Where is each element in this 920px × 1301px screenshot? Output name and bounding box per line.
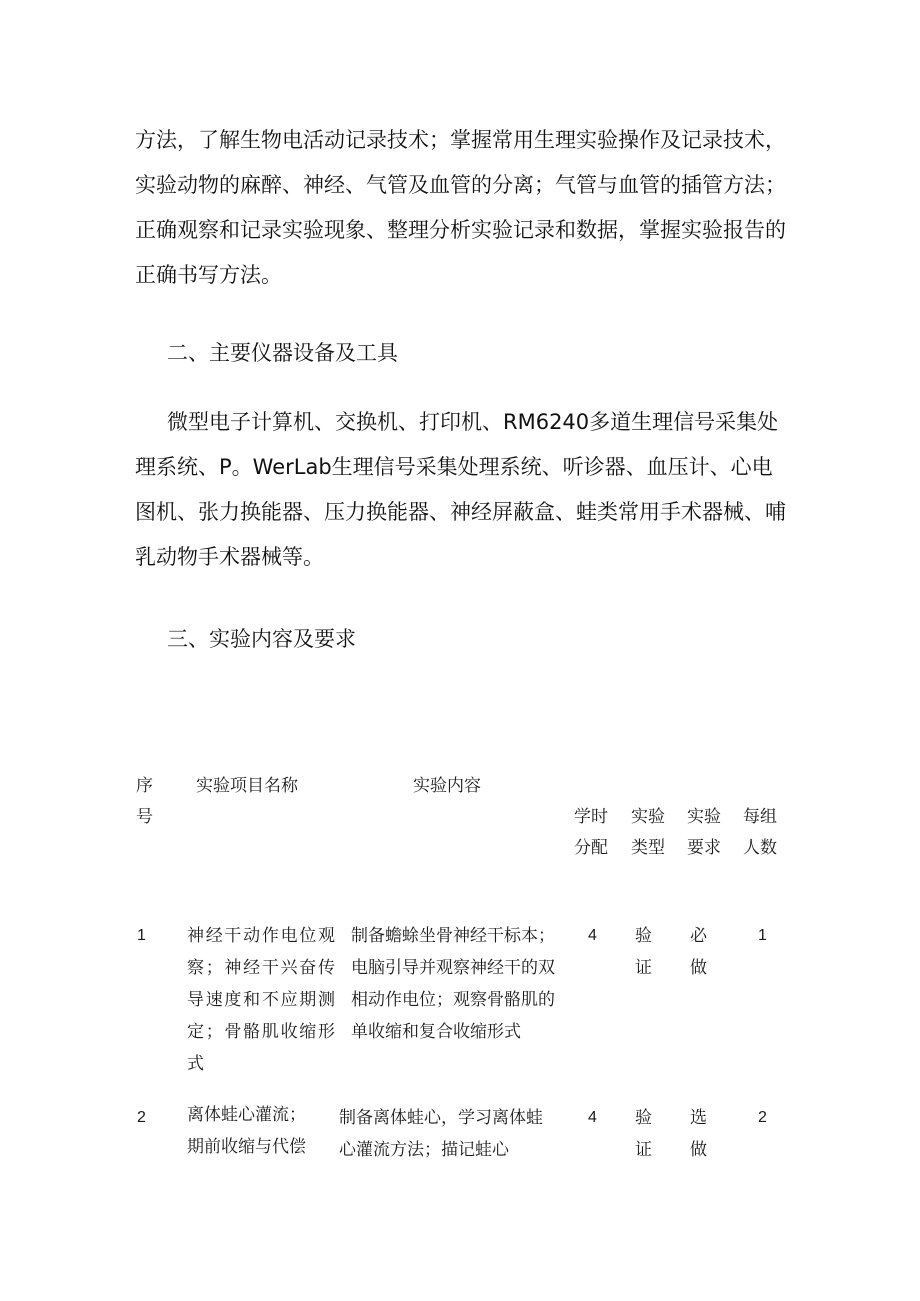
- row-hours: 4: [588, 1109, 597, 1126]
- row-group-size: 1: [758, 927, 767, 944]
- row-name: 神经干动作电位观察；神经干兴奋传导速度和不应期测定；骨骼肌收缩形式: [187, 926, 335, 1074]
- row-index: 2: [137, 1109, 146, 1126]
- header-name: 实验项目名称: [196, 776, 298, 796]
- header-hours: 学时 分配: [574, 807, 608, 858]
- header-requirement: 实验 要求: [687, 807, 721, 858]
- row-requirement: 必 做: [690, 926, 707, 978]
- section-heading-content: 三、实验内容及要求: [167, 627, 356, 651]
- row-type: 验 证: [635, 926, 652, 978]
- row-requirement: 选 做: [690, 1108, 707, 1160]
- equipment-paragraph: 微型电子计算机、交换机、打印机、RM6240多道生理信号采集处理系统、P。WerLab生理信号采集处理系统、听诊器、血压计、心电图机、张力换能器、压力换能器、神经屏蔽盒、蛙类常用手术器械、哺乳动物手术器械等。: [135, 410, 786, 569]
- row-name: 离体蛙心灌流； 期前收缩与代偿: [187, 1105, 306, 1157]
- intro-paragraph: 方法，了解生物电活动记录技术；掌握常用生理实验操作及记录技术，实验动物的麻醉、神经、气管及血管的分离；气管与血管的插管方法；正确观察和记录实验现象、整理分析实验记录和数据，掌握实验报告的正确书写方法。: [135, 128, 786, 287]
- header-group-size: 每组 人数: [743, 807, 777, 858]
- row-content: 制备蟾蜍坐骨神经干标本；电脑引导并观察神经干的双相动作电位；观察骨骼肌的单收缩和复合收缩形式: [351, 926, 555, 1042]
- row-content: 制备离体蛙心，学习离体蛙 心灌流方法；描记蛙心: [339, 1108, 543, 1160]
- header-content: 实验内容: [413, 776, 481, 796]
- header-index: 序 号: [136, 776, 153, 827]
- section-heading-equipment: 二、主要仪器设备及工具: [167, 341, 398, 365]
- row-group-size: 2: [758, 1109, 767, 1126]
- row-hours: 4: [588, 927, 597, 944]
- row-index: 1: [137, 927, 146, 944]
- row-type: 验 证: [635, 1108, 652, 1160]
- header-type: 实验 类型: [631, 807, 665, 858]
